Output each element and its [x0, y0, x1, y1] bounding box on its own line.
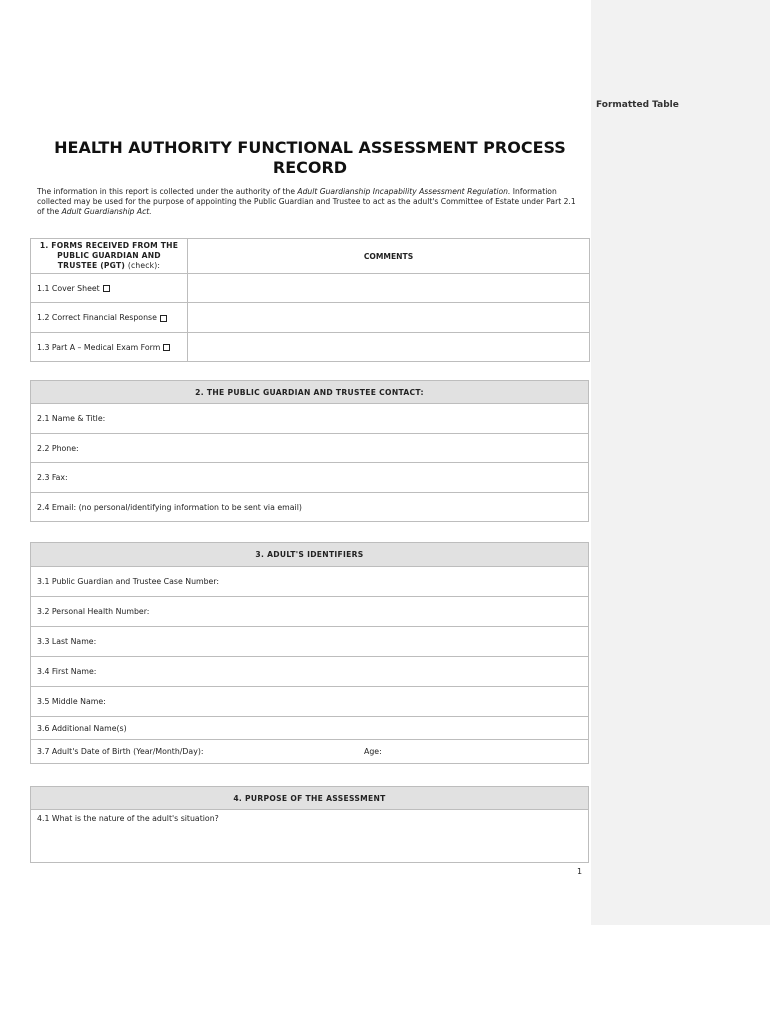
page-number: 1	[577, 867, 583, 876]
age-label: Age:	[364, 747, 382, 756]
form-row-cover-sheet	[31, 274, 188, 303]
last-name-field[interactable]: 3.3 Last Name:	[31, 627, 589, 657]
adult-identifiers-table	[30, 542, 589, 764]
checkbox[interactable]	[163, 344, 170, 351]
checkbox[interactable]	[160, 315, 167, 322]
first-name-field[interactable]: 3.4 First Name:	[31, 657, 589, 687]
assessment-purpose-table	[30, 786, 589, 863]
form-row-financial-response	[31, 303, 188, 333]
form-row-label: 1.3 Part A – Medical Exam Form	[37, 342, 161, 352]
intro-act-name: Adult Guardianship Act.	[61, 207, 152, 216]
comment-pane-title: Formatted Table	[596, 100, 679, 110]
forms-received-table	[30, 238, 590, 362]
pgt-contact-header: 2. THE PUBLIC GUARDIAN AND TRUSTEE CONTACT:	[31, 381, 589, 404]
pgt-contact-phone-field[interactable]: 2.2 Phone:	[31, 434, 589, 463]
form-row-label: 1.2 Correct Financial Response	[37, 313, 157, 322]
assessment-purpose-header: 4. PURPOSE OF THE ASSESSMENT	[31, 787, 589, 810]
comments-header: COMMENTS	[188, 239, 590, 274]
pgt-contact-email-field[interactable]: 2.4 Email: (no personal/identifying information to be sent via email)	[31, 493, 589, 522]
pgt-contact-fax-field[interactable]: 2.3 Fax:	[31, 463, 589, 493]
middle-name-field[interactable]: 3.5 Middle Name:	[31, 687, 589, 717]
date-of-birth-label: 3.7 Adult's Date of Birth (Year/Month/Day):	[37, 747, 204, 756]
forms-received-header-note: (check):	[127, 261, 161, 270]
date-of-birth-field[interactable]	[31, 740, 589, 764]
form-row-medical-exam	[31, 333, 188, 362]
case-number-field[interactable]: 3.1 Public Guardian and Trustee Case Number:	[31, 567, 589, 597]
health-number-field[interactable]: 3.2 Personal Health Number:	[31, 597, 589, 627]
pgt-contact-name-field[interactable]: 2.1 Name & Title:	[31, 404, 589, 434]
additional-names-field[interactable]: 3.6 Additional Name(s)	[31, 717, 589, 740]
form-row-label: 1.1 Cover Sheet	[37, 283, 100, 293]
comment-cell[interactable]	[188, 333, 590, 362]
intro-regulation-name: Adult Guardianship Incapability Assessment Regulation.	[297, 187, 511, 196]
intro-text-2: Information collected may be used for the purpose of appointing the Public Guardian and Trustee to act as the adult's Committee of Estate under Part 2.1 of the	[37, 187, 576, 216]
pgt-contact-table	[30, 380, 589, 522]
comment-cell[interactable]	[188, 303, 590, 333]
intro-text-1: The information in this report is collected under the authority of the	[37, 187, 298, 196]
checkbox[interactable]	[103, 285, 110, 292]
adult-identifiers-header: 3. ADULT'S IDENTIFIERS	[31, 543, 589, 567]
forms-received-header-text: 1. FORMS RECEIVED FROM THE PUBLIC GUARDIAN AND TRUSTEE (PGT)	[39, 241, 179, 270]
situation-nature-field[interactable]: 4.1 What is the nature of the adult's situation?	[31, 810, 589, 863]
comment-pane	[591, 0, 770, 925]
comment-cell[interactable]	[188, 274, 590, 303]
intro-paragraph	[37, 187, 585, 217]
forms-received-header	[31, 239, 188, 274]
document-title: HEALTH AUTHORITY FUNCTIONAL ASSESSMENT PROCESS RECORD	[54, 138, 566, 177]
